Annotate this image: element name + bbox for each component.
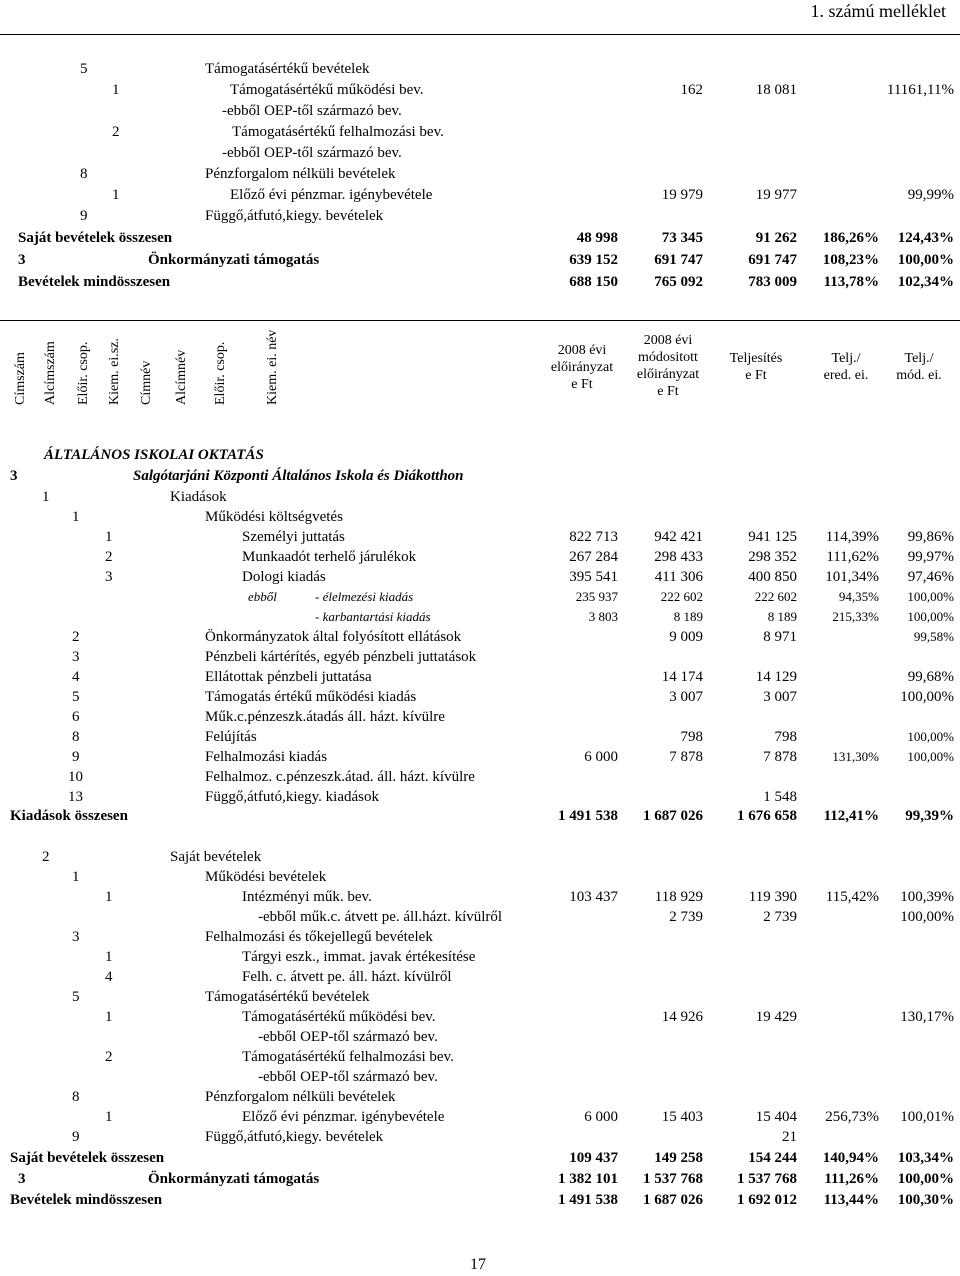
table-row — [0, 627, 960, 647]
row-value-v4: 114,39% — [825, 529, 879, 545]
row-label: Személyi juttatás — [242, 529, 345, 545]
row-value-v5: 97,46% — [907, 569, 954, 585]
table-row — [0, 101, 960, 121]
table-row — [0, 1027, 960, 1047]
row-label: Bevételek mindösszesen — [10, 1192, 163, 1208]
row-label: Ellátottak pénzbeli juttatása — [205, 669, 372, 685]
row-code: 1 — [105, 529, 113, 545]
table-row — [0, 1127, 960, 1147]
row-code: 1 — [42, 489, 50, 505]
row-code: 1 — [105, 949, 113, 965]
row-value-v4: 111,62% — [826, 549, 879, 565]
table-row — [0, 487, 960, 507]
row-label: Előző évi pénzmar. igénybevétele — [242, 1109, 445, 1125]
table-row — [0, 164, 960, 184]
table-row — [0, 567, 960, 587]
row-value-v2: 3 007 — [669, 689, 703, 705]
row-value-v5: 100,00% — [907, 749, 954, 764]
table-row — [0, 1107, 960, 1127]
table-row — [0, 228, 960, 248]
row-value-v3: 19 429 — [755, 1009, 797, 1025]
row-label: Pénzbeli kártérítés, egyéb pénzbeli juttatások — [205, 649, 477, 665]
row-value-v2: 411 306 — [654, 569, 703, 585]
row-value-v5: 11161,11% — [886, 82, 954, 98]
row-code: 9 — [80, 208, 88, 224]
table-row — [0, 687, 960, 707]
row-label: Saját bevételek összesen — [18, 230, 173, 246]
row-label: Támogatásértékű felhalmozási bev. — [242, 1049, 454, 1065]
row-value-v2: 1 687 026 — [643, 808, 703, 824]
row-value-v2: 942 421 — [654, 529, 703, 545]
column-header-line: mód. ei. — [896, 368, 942, 383]
row-value-v4: 140,94% — [822, 1150, 879, 1166]
row-value-v3: 91 262 — [755, 230, 797, 246]
row-label: Támogatás értékű működési kiadás — [205, 689, 417, 705]
row-label: -ebből műk.c. átvett pe. áll.házt. kívülről — [258, 909, 503, 925]
row-value-v4: 113,44% — [823, 1192, 879, 1208]
row-value-v5: 130,17% — [900, 1009, 954, 1025]
top-rule — [0, 34, 960, 35]
row-value-v2: 8 189 — [673, 609, 703, 624]
row-value-v2: 765 092 — [654, 274, 703, 290]
vertical-header: Kiem. ei.sz. — [107, 338, 122, 405]
row-label: -ebből OEP-től származó bev. — [222, 103, 402, 119]
row-label: Munkaadót terhelő járulékok — [242, 549, 417, 565]
row-label: Önkormányzatok által folyósított ellátások — [205, 629, 462, 645]
column-header-line: Teljesítés — [729, 351, 783, 366]
row-label: Kiadások összesen — [10, 808, 128, 824]
row-value-v2: 162 — [680, 82, 703, 98]
row-label: -ebből OEP-től származó bev. — [258, 1069, 438, 1085]
page-number: 17 — [470, 1256, 486, 1273]
row-value-v2: 1 537 768 — [643, 1171, 703, 1187]
column-header-line: e Ft — [657, 384, 679, 399]
row-value-v1: 103 437 — [569, 889, 618, 905]
row-value-v2: 118 929 — [654, 889, 703, 905]
table-row — [0, 1169, 960, 1189]
row-code: 3 — [18, 1171, 26, 1187]
row-value-v5: 102,34% — [897, 274, 954, 290]
row-label: -ebből OEP-től származó bev. — [258, 1029, 438, 1045]
table-row — [0, 1067, 960, 1087]
row-value-v4: 94,35% — [838, 589, 879, 604]
row-value-v2: 222 602 — [660, 589, 703, 604]
row-code: 3 — [72, 649, 80, 665]
row-label: Függő,átfutó,kiegy. kiadások — [205, 789, 380, 805]
row-code: 5 — [80, 61, 88, 77]
row-label: Önkormányzati támogatás — [148, 1171, 320, 1187]
row-code: 2 — [72, 629, 80, 645]
table-row — [0, 647, 960, 667]
table-row — [0, 206, 960, 226]
row-label: Saját bevételek — [170, 849, 262, 865]
row-value-v2: 14 926 — [661, 1009, 703, 1025]
row-value-v3: 400 850 — [748, 569, 797, 585]
column-header-line: ered. ei. — [823, 368, 869, 383]
row-value-v5: 99,58% — [913, 629, 954, 644]
row-value-v3: 2 739 — [763, 909, 797, 925]
column-header-line: Telj./ — [904, 351, 934, 366]
row-code: 1 — [112, 187, 120, 203]
row-label: - élelmezési kiadás — [315, 589, 414, 604]
row-label: Saját bevételek összesen — [10, 1150, 165, 1166]
row-value-v1: 109 437 — [569, 1150, 618, 1166]
row-label: Bevételek mindösszesen — [18, 274, 171, 290]
row-value-v5: 99,97% — [907, 549, 954, 565]
row-value-v2: 19 979 — [661, 187, 703, 203]
row-value-v3: 941 125 — [748, 529, 797, 545]
row-value-v3: 14 129 — [755, 669, 797, 685]
vertical-header: Előir. csop. — [76, 341, 91, 405]
row-value-v1: 395 541 — [569, 569, 618, 585]
row-value-v3: 18 081 — [755, 82, 797, 98]
table-row — [0, 122, 960, 142]
vertical-header: Kiem. ei. név — [265, 329, 280, 405]
column-header-col5 — [859, 350, 960, 384]
row-value-v5: 100,00% — [907, 609, 954, 624]
row-value-v3: 15 404 — [755, 1109, 797, 1125]
row-label: Támogatásértékű működési bev. — [230, 82, 424, 98]
row-code: 5 — [72, 989, 80, 1005]
table-row — [0, 887, 960, 907]
row-value-v1: 235 937 — [575, 589, 618, 604]
row-value-v3: 298 352 — [748, 549, 797, 565]
row-value-v4: 186,26% — [822, 230, 879, 246]
column-header-line: előirányzat — [550, 360, 614, 375]
row-value-v5: 100,00% — [900, 689, 954, 705]
row-label: Támogatásértékű működési bev. — [242, 1009, 436, 1025]
annex-title: 1. számú melléklet — [810, 1, 946, 21]
table-row — [0, 867, 960, 887]
row-code: 8 — [72, 729, 80, 745]
table-row — [0, 907, 960, 927]
row-value-v3: 222 602 — [754, 589, 797, 604]
table-row — [0, 987, 960, 1007]
row-code: 13 — [68, 789, 83, 805]
row-value-v2: 1 687 026 — [643, 1192, 703, 1208]
column-header-line: Telj./ — [831, 351, 861, 366]
row-value-v1: 639 152 — [569, 252, 618, 268]
row-prefix: ebből — [248, 589, 277, 604]
row-code: 1 — [105, 1109, 113, 1125]
row-code: 8 — [80, 166, 88, 182]
row-value-v5: 99,86% — [907, 529, 954, 545]
row-label: Intézményi műk. bev. — [242, 889, 372, 905]
table-row — [0, 1148, 960, 1168]
row-label: -ebből OEP-től származó bev. — [222, 145, 402, 161]
row-value-v1: 3 803 — [588, 609, 618, 624]
table-row — [0, 607, 960, 627]
row-value-v3: 691 747 — [748, 252, 797, 268]
row-label: Önkormányzati támogatás — [148, 252, 320, 268]
row-label: - karbantartási kiadás — [315, 609, 431, 624]
vertical-header: Címszám — [13, 352, 28, 405]
row-value-v5: 100,00% — [897, 252, 954, 268]
row-value-v3: 154 244 — [748, 1150, 797, 1166]
row-label: Működési költségvetés — [205, 509, 343, 525]
row-label: Pénzforgalom nélküli bevételek — [205, 166, 396, 182]
row-code: 3 — [72, 929, 80, 945]
row-value-v5: 100,00% — [900, 909, 954, 925]
row-value-v1: 688 150 — [569, 274, 618, 290]
table-row — [0, 967, 960, 987]
row-value-v5: 99,68% — [907, 669, 954, 685]
row-value-v3: 783 009 — [748, 274, 797, 290]
row-value-v2: 15 403 — [661, 1109, 703, 1125]
table-row — [0, 1007, 960, 1027]
table-row — [0, 185, 960, 205]
row-value-v2: 7 878 — [669, 749, 703, 765]
row-value-v4: 108,23% — [822, 252, 879, 268]
table-row — [0, 143, 960, 163]
row-value-v3: 1 692 012 — [737, 1192, 797, 1208]
row-label: Támogatásértékű bevételek — [205, 989, 370, 1005]
row-value-v5: 100,30% — [897, 1192, 954, 1208]
row-value-v3: 1 537 768 — [737, 1171, 797, 1187]
row-label: Felújítás — [205, 729, 257, 745]
row-label: Felhalmoz. c.pénzeszk.átad. áll. házt. kívülre — [205, 769, 475, 785]
row-label: Előző évi pénzmar. igénybevétele — [230, 187, 433, 203]
row-value-v2: 298 433 — [654, 549, 703, 565]
row-value-v3: 1 548 — [763, 789, 797, 805]
vertical-header: Alcímszám — [43, 341, 58, 405]
row-value-v5: 100,39% — [900, 889, 954, 905]
table-row — [0, 806, 960, 826]
table-row — [0, 927, 960, 947]
table-row — [0, 847, 960, 867]
row-value-v3: 8 189 — [767, 609, 797, 624]
row-value-v1: 6 000 — [584, 1109, 618, 1125]
row-value-v4: 115,42% — [825, 889, 879, 905]
column-header-line: 2008 évi — [557, 343, 607, 358]
row-label: Felhalmozási kiadás — [205, 749, 328, 765]
institution-name: Salgótarjáni Központi Általános Iskola és Diákotthon — [133, 468, 464, 484]
row-label: Kiadások — [170, 489, 227, 505]
row-value-v3: 7 878 — [763, 749, 797, 765]
row-value-v5: 100,01% — [900, 1109, 954, 1125]
row-label: Műk.c.pénzeszk.átadás áll. házt. kívülre — [205, 709, 445, 725]
vertical-header: Előir. csop. — [213, 341, 228, 405]
institution-number: 3 — [10, 468, 18, 484]
row-value-v5: 103,34% — [897, 1150, 954, 1166]
row-label: Pénzforgalom nélküli bevételek — [205, 1089, 396, 1105]
row-code: 1 — [105, 1009, 113, 1025]
row-value-v4: 215,33% — [832, 609, 879, 624]
table-row — [0, 747, 960, 767]
row-code: 3 — [105, 569, 113, 585]
table-row — [0, 727, 960, 747]
row-value-v5: 124,43% — [897, 230, 954, 246]
column-header-line: e Ft — [745, 368, 767, 383]
column-header-line: e Ft — [571, 377, 593, 392]
row-label: Támogatásértékű bevételek — [205, 61, 370, 77]
row-value-v5: 100,00% — [897, 1171, 954, 1187]
row-value-v2: 691 747 — [654, 252, 703, 268]
table-row — [0, 272, 960, 292]
row-code: 3 — [18, 252, 26, 268]
row-code: 1 — [72, 869, 80, 885]
table-row — [0, 507, 960, 527]
row-value-v2: 2 739 — [669, 909, 703, 925]
table-row — [0, 527, 960, 547]
row-label: Támogatásértékű felhalmozási bev. — [232, 124, 444, 140]
row-value-v1: 822 713 — [569, 529, 618, 545]
row-code: 9 — [72, 749, 80, 765]
row-code: 8 — [72, 1089, 80, 1105]
row-value-v4: 113,78% — [823, 274, 879, 290]
row-value-v3: 798 — [774, 729, 797, 745]
column-header-line: előirányzat — [636, 367, 700, 382]
row-label: Dologi kiadás — [242, 569, 326, 585]
row-label: Függő,átfutó,kiegy. bevételek — [205, 1129, 384, 1145]
table-row — [0, 1047, 960, 1067]
row-code: 2 — [42, 849, 50, 865]
section-title-row — [0, 445, 960, 465]
row-value-v1: 1 382 101 — [558, 1171, 618, 1187]
row-code: 6 — [72, 709, 80, 725]
table-row — [0, 250, 960, 270]
column-header-line: 2008 évi — [643, 333, 693, 348]
row-value-v3: 3 007 — [763, 689, 797, 705]
row-code: 4 — [72, 669, 80, 685]
row-code: 1 — [105, 889, 113, 905]
row-value-v3: 19 977 — [755, 187, 797, 203]
row-code: 2 — [105, 549, 113, 565]
row-code: 9 — [72, 1129, 80, 1145]
row-label: Felh. c. átvett pe. áll. házt. kívülről — [242, 969, 452, 985]
row-label: Felhalmozási és tőkejellegű bevételek — [205, 929, 433, 945]
row-value-v4: 111,26% — [824, 1171, 879, 1187]
row-value-v1: 1 491 538 — [558, 1192, 618, 1208]
table-row — [0, 547, 960, 567]
table-row — [0, 80, 960, 100]
row-value-v4: 256,73% — [825, 1109, 879, 1125]
row-value-v1: 6 000 — [584, 749, 618, 765]
row-value-v5: 99,99% — [907, 187, 954, 203]
column-header-line: módositott — [638, 350, 698, 365]
table-row — [0, 787, 960, 807]
row-value-v5: 100,00% — [907, 729, 954, 744]
row-value-v3: 8 971 — [763, 629, 797, 645]
table-row — [0, 1087, 960, 1107]
table-row — [0, 947, 960, 967]
row-value-v3: 1 676 658 — [737, 808, 797, 824]
row-label: Függő,átfutó,kiegy. bevételek — [205, 208, 384, 224]
row-code: 2 — [112, 124, 120, 140]
table-row — [0, 1190, 960, 1210]
vertical-header: Alcímnév — [174, 349, 189, 405]
row-value-v3: 119 390 — [748, 889, 797, 905]
table-row — [0, 59, 960, 79]
row-value-v2: 14 174 — [661, 669, 703, 685]
vertical-header: Címnév — [139, 360, 154, 405]
row-value-v2: 9 009 — [669, 629, 703, 645]
row-value-v1: 267 284 — [569, 549, 618, 565]
row-label: Működési bevételek — [205, 869, 327, 885]
row-value-v1: 1 491 538 — [558, 808, 618, 824]
row-code: 10 — [68, 769, 83, 785]
row-value-v4: 112,41% — [823, 808, 879, 824]
row-value-v2: 73 345 — [661, 230, 703, 246]
row-value-v2: 798 — [680, 729, 703, 745]
row-value-v3: 21 — [782, 1129, 797, 1145]
table-row — [0, 707, 960, 727]
row-value-v1: 48 998 — [576, 230, 618, 246]
row-label: Tárgyi eszk., immat. javak értékesítése — [242, 949, 476, 965]
row-value-v4: 101,34% — [825, 569, 879, 585]
table-row — [0, 587, 960, 607]
header-rule — [0, 320, 960, 321]
row-code: 1 — [112, 82, 120, 98]
row-code: 4 — [105, 969, 113, 985]
row-code: 1 — [72, 509, 80, 525]
row-value-v5: 100,00% — [907, 589, 954, 604]
row-value-v5: 99,39% — [905, 808, 954, 824]
table-row — [0, 767, 960, 787]
row-value-v2: 149 258 — [654, 1150, 703, 1166]
row-code: 2 — [105, 1049, 113, 1065]
row-value-v4: 131,30% — [832, 749, 879, 764]
institution-row — [0, 466, 960, 486]
row-code: 5 — [72, 689, 80, 705]
table-row — [0, 667, 960, 687]
section-title: ÁLTALÁNOS ISKOLAI OKTATÁS — [44, 447, 264, 463]
